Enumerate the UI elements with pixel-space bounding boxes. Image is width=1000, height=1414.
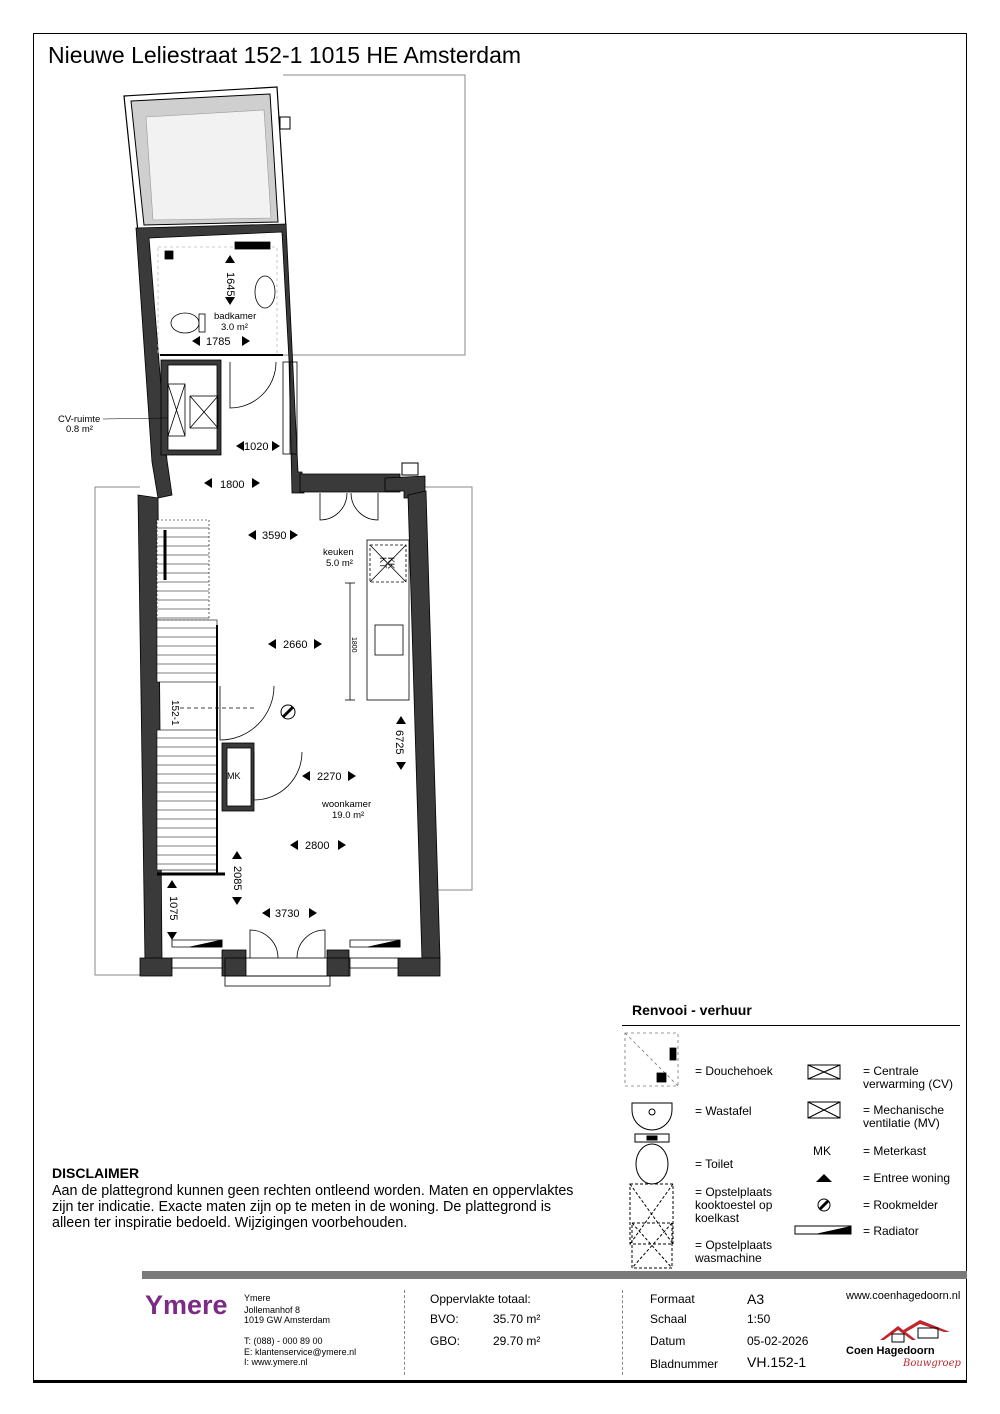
toilet-icon [635,1134,669,1184]
legend-divider [622,1025,960,1026]
shower-icon [625,1033,678,1086]
dimension-arrow-down [225,297,235,305]
schaal-value: 1:50 [747,1312,771,1326]
gbo-value: 29.70 m² [493,1334,541,1348]
legend-mk-symbol: MK [813,1144,831,1158]
dimension-arrow-up [232,851,242,859]
dimension-arrow-right [314,639,322,649]
label-mk: MK [227,771,241,781]
company-phone: T: (088) - 000 89 00 [244,1336,323,1346]
room-area-cv-ruimte: 0.8 m² [66,424,93,435]
legend-cv-1: = Centrale [863,1064,919,1078]
page-title: Nieuwe Leliestraat 152-1 1015 HE Amsterdam [48,42,522,68]
dim-2270: 2270 [317,771,342,783]
cv-room [161,360,297,455]
formaat-label: Formaat [650,1292,695,1306]
bladnummer-value: VH.152-1 [747,1354,807,1370]
washbasin-icon [632,1103,672,1130]
dimension-arrow-right [242,336,250,346]
dimension-arrow-left [262,908,270,918]
terrace [124,87,290,232]
legend-was-1: = Opstelplaats [695,1238,773,1252]
dimension-arrow-up [167,880,177,888]
entrance-arrow-icon [816,1174,832,1182]
legend-kook-3: koelkast [695,1211,740,1225]
company-website[interactable]: I: www.ymere.nl [244,1357,308,1367]
bvo-value: 35.70 m² [493,1312,541,1326]
room-name-woonkamer: woonkamer [322,799,372,810]
legend-kook-1: = Opstelplaats [695,1185,773,1199]
legend-entree: = Entree woning [863,1171,951,1185]
dim-1785: 1785 [206,336,231,348]
dimension-arrow-left [204,478,212,488]
dimension-arrow-left [302,771,310,781]
schaal-label: Schaal [650,1312,687,1326]
coen-brand-name: Coen Hagedoorn [846,1345,935,1357]
dim-2660: 2660 [283,639,308,651]
legend-mv-2: ventilatie (MV) [863,1116,940,1130]
room-area-woonkamer: 19.0 m² [332,810,365,821]
coen-hagedoorn-logo-icon [878,1318,958,1346]
bottom-rule [33,1380,967,1383]
dimension-arrow-left [192,336,200,346]
dimension-arrow-down [396,762,406,770]
staircase [157,520,225,875]
dim-2800: 2800 [305,840,330,852]
footer-bar [142,1271,967,1279]
footer-divider-2 [622,1290,623,1375]
room-name-keuken: keuken [323,547,354,558]
company-address-1: Jollemanhof 8 [244,1305,301,1315]
datum-value: 05-02-2026 [747,1334,809,1348]
bladnummer-label: Bladnummer [650,1357,719,1371]
dimension-arrow-down [167,932,177,940]
legend-toilet: = Toilet [695,1157,734,1171]
label-kt: KT [378,557,388,569]
kitchen [320,493,409,700]
dim-1020: 1020 [244,441,269,453]
dimension-arrow-up [396,716,406,724]
dim-2085: 2085 [231,866,243,891]
dimension-arrow-right [348,771,356,781]
dimension-arrow-right [309,908,317,918]
disclaimer-title: DISCLAIMER [52,1165,140,1181]
formaat-value: A3 [747,1291,765,1307]
kitchen-appliance-icon [630,1184,673,1244]
cv-icon [808,1065,840,1079]
dimension-arrow-left [290,840,298,850]
dimension-arrow-right [338,840,346,850]
dimension-arrow-left [236,441,244,451]
dimension-arrow-right [290,530,298,540]
dim-1075: 1075 [167,896,179,921]
dimension-arrow-up [225,255,235,263]
coen-website[interactable]: www.coenhagedoorn.nl [846,1290,961,1302]
room-area-keuken: 5.0 m² [326,558,353,569]
dimension-arrow-left [268,639,276,649]
dimension-arrow-left [248,530,256,540]
smoke-detector-legend-icon [818,1199,830,1211]
dim-6725: 6725 [393,730,405,755]
gbo-label: GBO: [430,1334,461,1348]
dim-3590: 3590 [262,530,287,542]
front-facade [172,930,400,986]
room-name-badkamer: badkamer [214,311,257,322]
legend-meterkast: = Meterkast [863,1144,927,1158]
dim-3730: 3730 [275,908,300,920]
washing-machine-icon [632,1223,672,1268]
legend-mv-1: = Mechanische [863,1103,945,1117]
legend-douchehoek: = Douchehoek [695,1064,773,1078]
legend-wastafel: = Wastafel [695,1104,752,1118]
ymere-logo: Ymere [145,1290,228,1320]
dim-1800: 1800 [220,479,245,491]
mv-icon [808,1102,840,1118]
dim-1645: 1645 [224,272,236,297]
label-kk: KK [386,557,396,570]
legend-radiator: = Radiator [863,1224,919,1238]
dimension-arrow-right [272,441,280,451]
area-title: Oppervlakte totaal: [430,1292,531,1306]
dimension-arrow-down [232,897,242,905]
company-address-2: 1019 GW Amsterdam [244,1315,331,1325]
datum-label: Datum [650,1334,686,1348]
disclaimer-text: Aan de plattegrond kunnen geen rechten ontleend worden. Maten en oppervlaktes zijn ter indicatie. Exacte maten zijn op te meten in de woning. De plattegrond is alleen ter inspiratie bedoeld. Wijzigingen voorbehouden. [52,1183,574,1231]
bvo-label: BVO: [430,1312,459,1326]
room-area-badkamer: 3.0 m² [221,322,248,333]
legend-kook-2: kooktoestel op [695,1198,773,1212]
radiator-icon [795,1226,851,1234]
company-email[interactable]: E: klantenservice@ymere.nl [244,1347,357,1357]
smoke-detector-icon [281,705,295,719]
coen-brand-sub: Bouwgroep [903,1358,961,1369]
dimension-arrow-right [252,478,260,488]
legend-rookmelder: = Rookmelder [863,1198,939,1212]
legend-cv-2: verwarming (CV) [863,1077,954,1091]
room-name-cv-ruimte: CV-ruimte [58,414,101,425]
unit-number-label: 152-1 [169,700,180,726]
legend-was-2: wasmachine [695,1251,762,1265]
legend-title: Renvooi - verhuur [632,1002,752,1018]
dim-1800-kitchen: 1800 [350,637,357,653]
company-name: Ymere [244,1293,271,1303]
footer-divider-1 [404,1290,405,1375]
